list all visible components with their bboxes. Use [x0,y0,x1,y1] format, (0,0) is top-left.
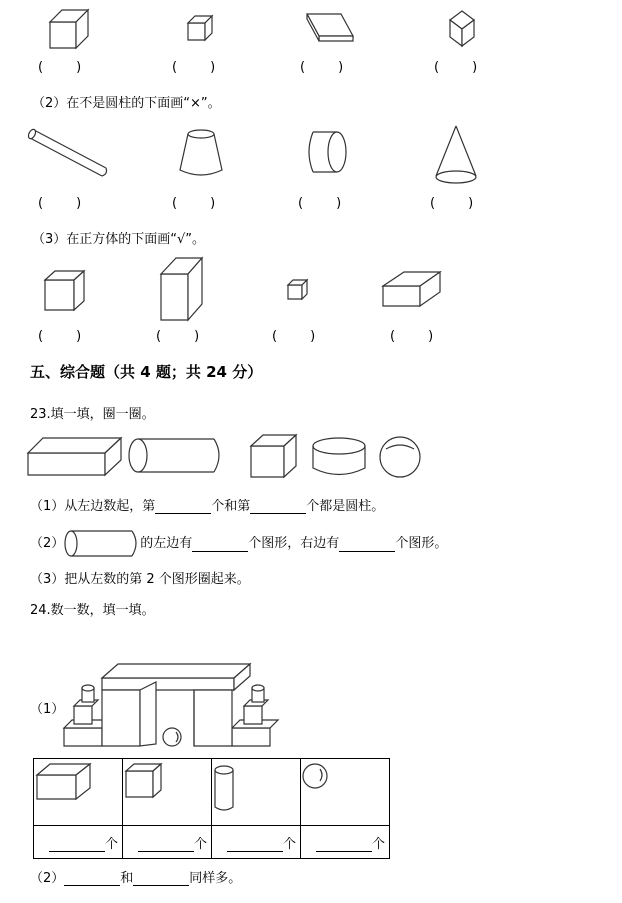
tiny-cube-shape [287,279,309,301]
answer-paren: ( ) [172,60,216,75]
answer-blank[interactable] [250,499,306,514]
count-answer-cell [123,826,212,859]
cube-shape-q23 [250,434,298,478]
answer-blank[interactable] [133,871,189,886]
answer-paren: ( ) [172,196,216,211]
cube-shape-small [187,15,213,41]
cylinder-icon [213,765,235,813]
answer-paren: ( ) [390,329,434,344]
answer-paren: ( ) [272,329,316,344]
count-answer-cell [34,826,123,859]
text: （1）从左边数起，第 [30,499,156,514]
table-cell [34,759,123,826]
text: 个图形。 [395,536,448,551]
answer-blank[interactable] [339,537,395,552]
answer-paren: ( ) [38,329,82,344]
answer-paren: ( ) [434,60,478,75]
q23-part1 [30,495,384,514]
table-cell [212,759,301,826]
text: 个和第 [211,499,251,514]
unit-text: 个 [193,836,207,852]
answer-blank[interactable] [49,837,105,852]
cube-shape [44,270,86,312]
cuboid-shape-1 [48,8,88,48]
text: 和 [120,871,134,886]
text: （2） [30,871,65,886]
q3-instruction: （3）在正方体的下面画“√”。 [32,232,206,247]
answer-paren: ( ) [300,60,344,75]
q23-title: 23.填一填，圈一圈。 [30,407,155,422]
answer-paren: ( ) [156,329,200,344]
q2-instruction: （2）在不是圆柱的下面画“×”。 [32,96,221,111]
answer-blank[interactable] [227,837,283,852]
count-table [33,758,390,859]
cube-icon [125,763,163,799]
text: （2） [30,536,65,551]
flat-cylinder-shape [311,437,367,477]
sphere-icon [302,763,330,791]
cylinder-inline-icon [64,536,140,552]
q23-part3: （3）把从左数的第 2 个图形圈起来。 [30,572,250,587]
q24-title: 24.数一数，填一填。 [30,603,155,618]
count-answer-cell [301,826,390,859]
q24-part2 [30,867,241,886]
answer-blank[interactable] [155,499,211,514]
answer-paren: ( ) [430,196,474,211]
text: 同样多。 [189,871,242,886]
flat-cuboid-shape [305,12,355,44]
text: 个都是圆柱。 [306,499,385,514]
unit-text: 个 [104,836,118,852]
unit-text: 个 [282,836,296,852]
horizontal-cylinder-shape [128,438,226,474]
block-structure-illustration [62,660,282,750]
cuboid-long-shape [27,437,123,477]
section-heading: 五、综合题（共 4 题；共 24 分） [30,363,263,381]
sphere-shape [378,435,422,479]
answer-paren: ( ) [298,196,342,211]
text: 个图形，右边有 [248,536,340,551]
long-cylinder-shape [28,128,108,180]
table-cell [123,759,212,826]
q24-label1: （1） [30,702,65,717]
answer-paren: ( ) [38,60,82,75]
table-cell [301,759,390,826]
answer-blank[interactable] [138,837,194,852]
unit-text: 个 [371,836,385,852]
long-cuboid-shape [382,270,442,310]
tall-cuboid-shape [160,256,204,322]
answer-blank[interactable] [316,837,372,852]
text: 的左边有 [140,536,193,551]
count-answer-cell [212,826,301,859]
cube-rotated-shape [449,10,475,48]
cone-shape [433,124,479,186]
answer-paren: ( ) [38,196,82,211]
answer-blank[interactable] [64,871,120,886]
cuboid-icon [36,763,92,801]
q23-part2 [30,532,447,552]
short-cylinder-shape [305,130,347,176]
answer-blank[interactable] [192,537,248,552]
frustum-shape [177,128,225,178]
